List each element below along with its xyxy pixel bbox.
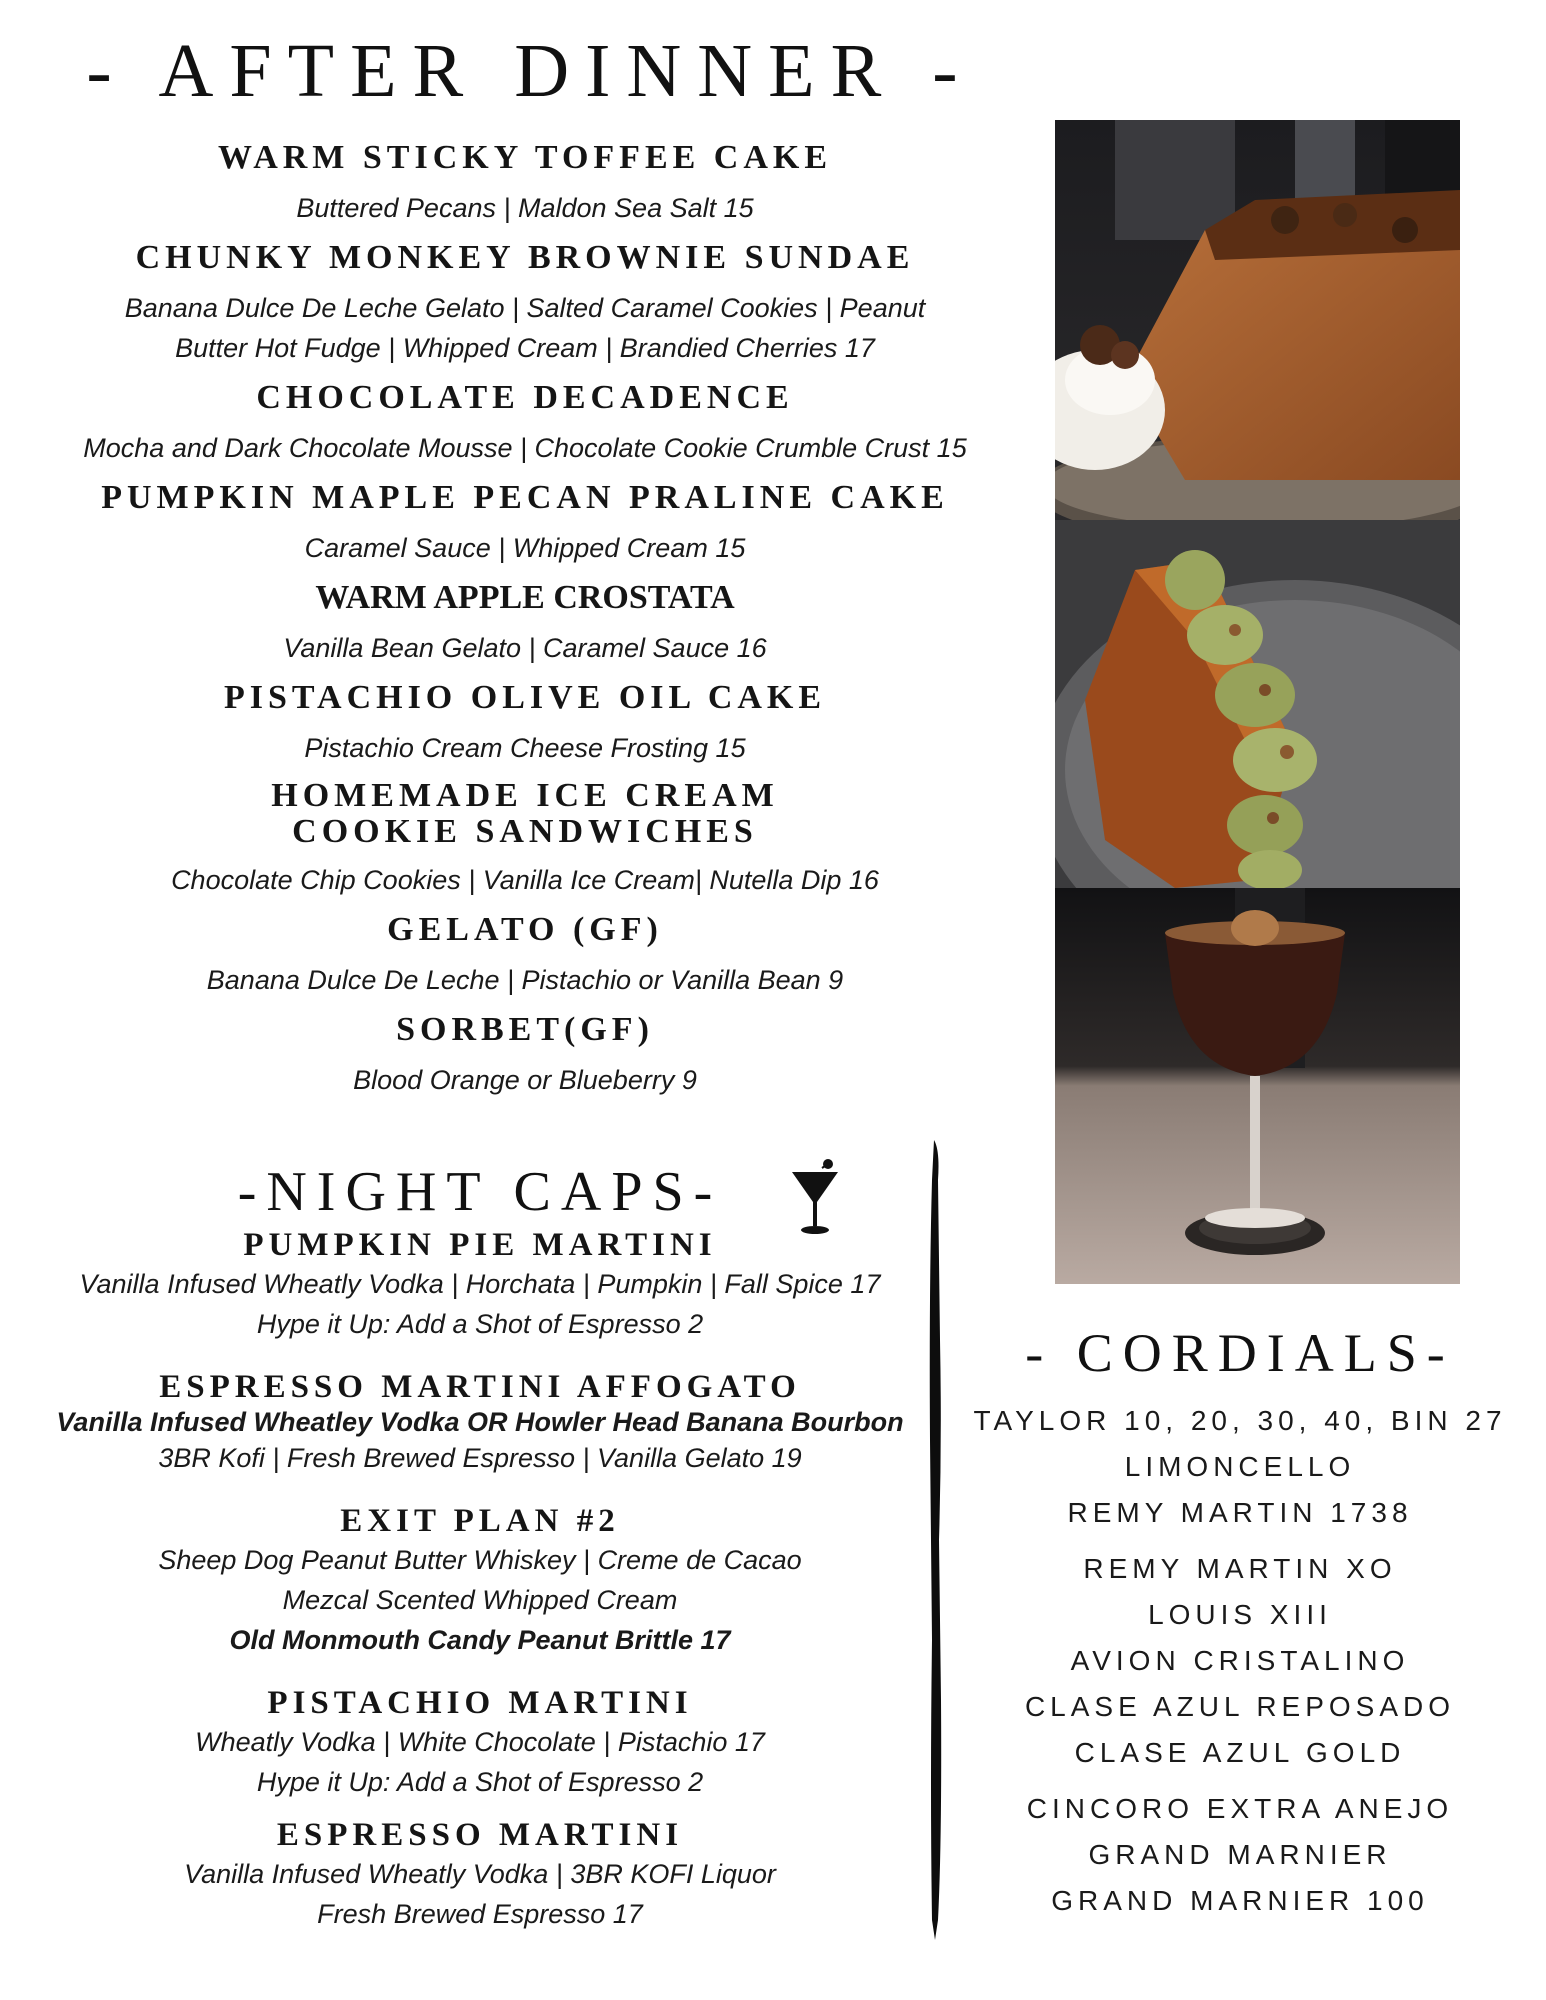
menu-item — [20, 1816, 940, 1934]
item-description: Sheep Dog Peanut Butter Whiskey | Creme de Cacao — [158, 1545, 802, 1575]
menu-item — [20, 1010, 1030, 1100]
espresso-martini-photo — [1055, 888, 1460, 1284]
dessert-menu — [20, 138, 1030, 1110]
cordial-item: GRAND MARNIER — [1088, 1839, 1392, 1870]
martini-glass-icon — [790, 1158, 840, 1238]
night-caps-menu — [20, 1160, 940, 1948]
cordial-item: REMY MARTIN 1738 — [1067, 1497, 1413, 1528]
item-description: Banana Dulce De Leche Gelato | Salted Caramel Cookies | Peanut — [124, 293, 926, 323]
item-description: Chocolate Chip Cookies | Vanilla Ice Cream| Nutella Dip 16 — [171, 865, 879, 895]
item-description: Hype it Up: Add a Shot of Espresso 2 — [256, 1767, 704, 1797]
item-name: PISTACHIO OLIVE OIL CAKE — [223, 679, 827, 716]
cordial-item: CLASE AZUL GOLD — [1074, 1737, 1406, 1768]
menu-item — [20, 578, 1030, 668]
item-name: WARM APPLE CROSTATA — [315, 579, 735, 616]
cordial-item: LIMONCELLO — [1124, 1451, 1356, 1482]
item-name: SORBET(GF) — [396, 1011, 654, 1048]
cordial-item: CINCORO EXTRA ANEJO — [1026, 1793, 1454, 1824]
menu-item — [20, 138, 1030, 228]
menu-item — [20, 678, 1030, 768]
item-name: ESPRESSO MARTINI AFFOGATO — [159, 1369, 801, 1405]
item-name: ESPRESSO MARTINI — [276, 1817, 684, 1853]
cordial-item: LOUIS XIII — [1148, 1599, 1332, 1630]
menu-item — [20, 1226, 940, 1344]
item-name: PISTACHIO MARTINI — [267, 1685, 693, 1721]
item-description: Mocha and Dark Chocolate Mousse | Chocolate Cookie Crumble Crust 15 — [83, 433, 967, 463]
item-description: Butter Hot Fudge | Whipped Cream | Brandied Cherries 17 — [175, 333, 875, 363]
cordial-item: REMY MARTIN XO — [1083, 1553, 1397, 1584]
item-description: Fresh Brewed Espresso 17 — [317, 1899, 643, 1929]
item-name: COOKIE SANDWICHES — [292, 813, 758, 850]
item-name: GELATO (GF) — [387, 911, 663, 948]
item-description: Hype it Up: Add a Shot of Espresso 2 — [256, 1309, 704, 1339]
cordial-item: TAYLOR 10, 20, 30, 40, BIN 27 — [973, 1405, 1507, 1436]
item-name: EXIT PLAN #2 — [340, 1503, 620, 1539]
item-description: Vanilla Bean Gelato | Caramel Sauce 16 — [283, 633, 767, 663]
cordial-item: CLASE AZUL REPOSADO — [1024, 1691, 1456, 1722]
menu-item — [20, 378, 1030, 468]
item-name: CHOCOLATE DECADENCE — [256, 379, 794, 416]
item-name: PUMPKIN PIE MARTINI — [243, 1227, 717, 1263]
item-name: HOMEMADE ICE CREAM — [271, 777, 779, 814]
item-description: Banana Dulce De Leche | Pistachio or Vanilla Bean 9 — [206, 965, 844, 995]
item-description: Buttered Pecans | Maldon Sea Salt 15 — [296, 193, 754, 223]
night-caps-title: -NIGHT CAPS- — [237, 1161, 723, 1223]
cordial-item: GRAND MARNIER 100 — [1051, 1885, 1429, 1916]
item-name: PUMPKIN MAPLE PECAN PRALINE CAKE — [101, 479, 949, 516]
after-dinner-title: - AFTER DINNER - — [86, 29, 974, 113]
menu-item — [20, 478, 1030, 568]
item-description: Blood Orange or Blueberry 9 — [353, 1065, 697, 1095]
item-description: Vanilla Infused Wheatly Vodka | 3BR KOFI Liquor — [184, 1859, 776, 1889]
item-description: Old Monmouth Candy Peanut Brittle 17 — [229, 1625, 731, 1655]
menu-item — [20, 910, 1030, 1000]
item-description: Vanilla Infused Wheatley Vodka OR Howler Head Banana Bourbon — [56, 1407, 904, 1437]
item-description: 3BR Kofi | Fresh Brewed Espresso | Vanilla Gelato 19 — [158, 1443, 802, 1473]
menu-item — [20, 1684, 940, 1802]
item-description: Wheatly Vodka | White Chocolate | Pistachio 17 — [195, 1727, 765, 1757]
item-description: Vanilla Infused Wheatly Vodka | Horchata | Pumpkin | Fall Spice 17 — [79, 1269, 881, 1299]
menu-item — [20, 778, 1030, 900]
item-description: Mezcal Scented Whipped Cream — [282, 1585, 678, 1615]
cordials-title: - CORDIALS- — [1025, 1323, 1455, 1383]
pistachio-cake-photo — [1055, 520, 1460, 888]
cordial-item: AVION CRISTALINO — [1070, 1645, 1410, 1676]
item-description: Caramel Sauce | Whipped Cream 15 — [304, 533, 746, 563]
menu-item — [20, 1368, 940, 1478]
menu-item — [20, 238, 1030, 368]
item-name: CHUNKY MONKEY BROWNIE SUNDAE — [135, 239, 915, 276]
item-description: Pistachio Cream Cheese Frosting 15 — [304, 733, 746, 763]
item-name: WARM STICKY TOFFEE CAKE — [217, 139, 833, 176]
cordials-menu — [950, 1322, 1530, 1924]
menu-item — [20, 1502, 940, 1660]
toffee-cake-photo — [1055, 120, 1460, 520]
